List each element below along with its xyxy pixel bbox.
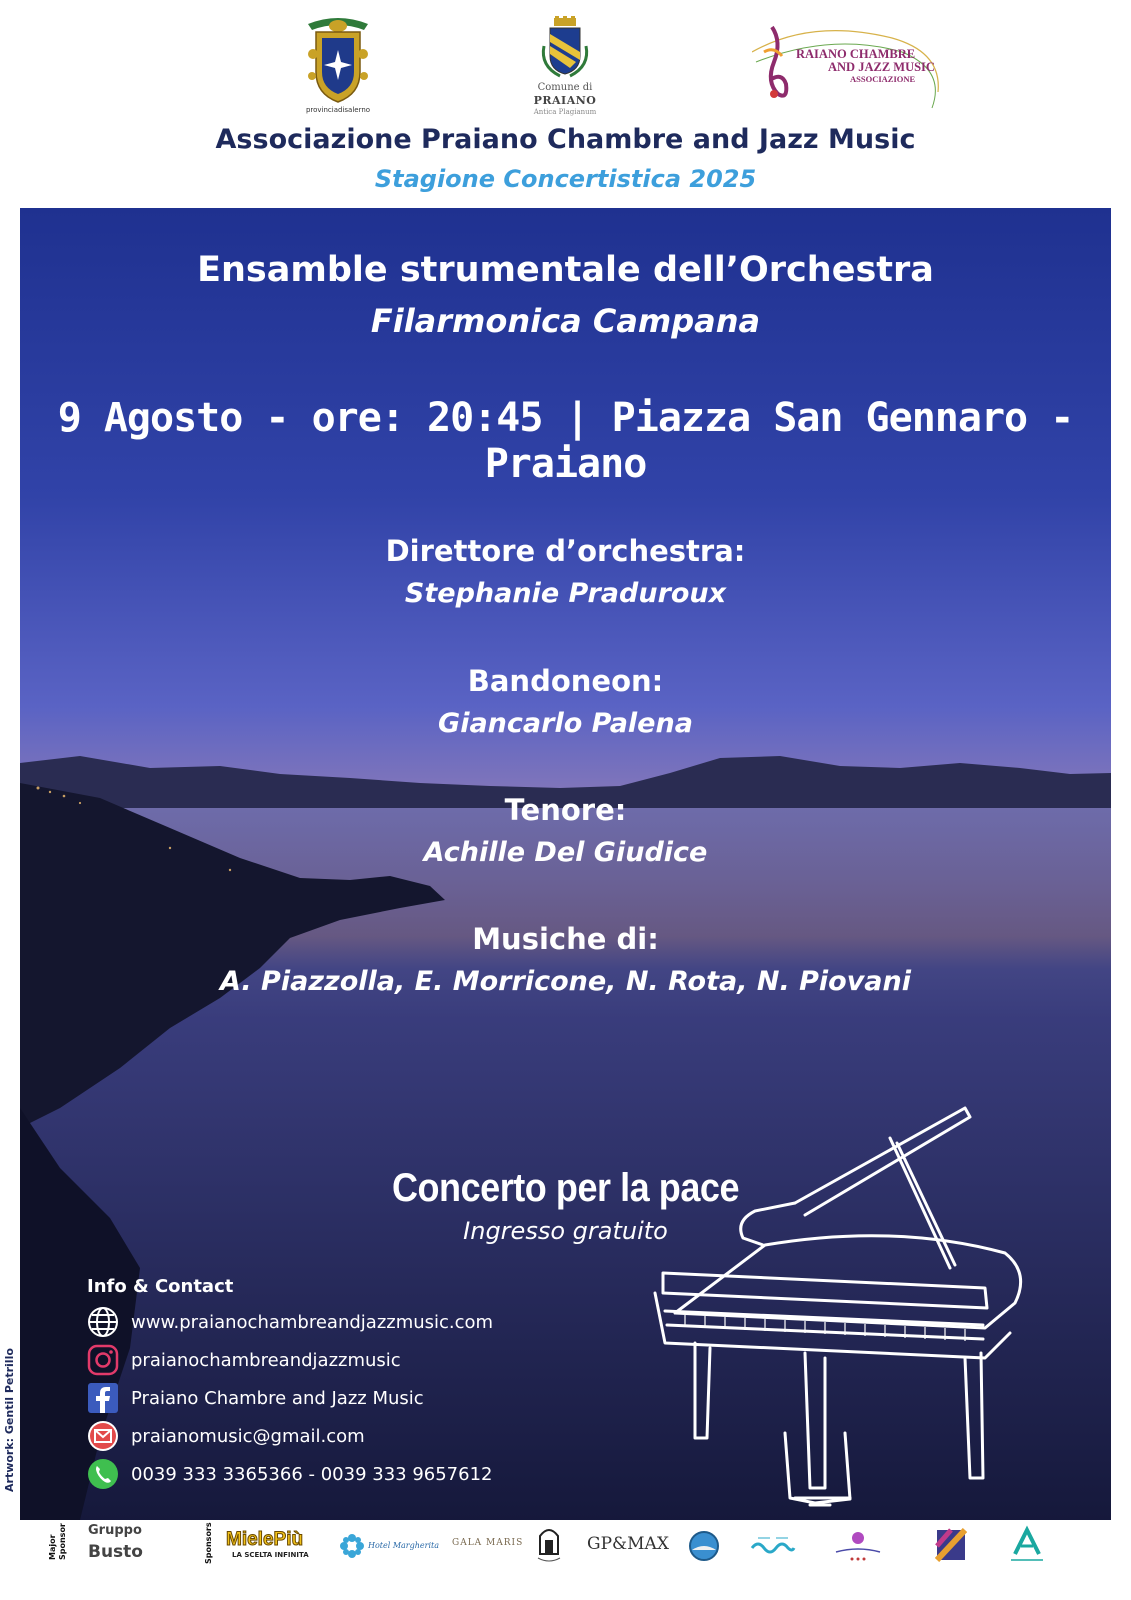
orchestra-name: Filarmonica Campana (370, 302, 761, 340)
hotel-flower-icon (830, 1528, 886, 1564)
contact-title: Info & Contact (87, 1276, 234, 1297)
bandoneon-name: Giancarlo Palena (438, 708, 693, 739)
comune-label: Comune di (537, 82, 593, 93)
organization-title: Associazione Praiano Chambre and Jazz Music (215, 124, 916, 155)
instagram-handle[interactable]: praianochambreandjazzmusic (131, 1349, 401, 1371)
sponsor-hotel-logo (830, 1524, 890, 1566)
contact-website[interactable] (86, 1305, 493, 1339)
major-sponsor-label-1: Major (48, 1534, 57, 1560)
email-address[interactable]: praianomusic@gmail.com (131, 1425, 365, 1447)
mielepiu-tagline: LA SCELTA INFINITA (232, 1551, 309, 1559)
major-sponsor-line2: Busto (88, 1542, 143, 1562)
sponsor-galamaris-logo (452, 1524, 524, 1566)
margherita-name: Hotel Margherita (368, 1541, 440, 1550)
major-sponsor-label-2: Sponsor (58, 1523, 67, 1560)
province-caption: provinciadisalerno (305, 106, 371, 114)
admission-note: Ingresso gratuito (463, 1217, 668, 1245)
sponsor-ristorante-logo (534, 1524, 568, 1566)
composers-names: A. Piazzolla, E. Morricone, N. Rota, N. Piovani (219, 966, 911, 997)
website-link[interactable]: www.praianochambreandjazzmusic.com (131, 1311, 494, 1333)
gpmax-name: GP&MAX (587, 1534, 669, 1554)
poster-panel (20, 208, 1111, 1520)
sponsor-albamare-logo (1005, 1524, 1049, 1566)
contact-phone[interactable] (86, 1457, 493, 1491)
round-emblem-icon (688, 1530, 720, 1562)
contact-facebook[interactable] (86, 1381, 424, 1415)
phone-icon (86, 1457, 120, 1491)
bandoneon-role: Bandoneon: (467, 664, 664, 698)
sponsor-gpmax-logo (587, 1524, 669, 1566)
composers-role: Musiche di: (472, 922, 659, 956)
facebook-icon (86, 1381, 120, 1415)
association-logo (752, 22, 962, 118)
major-sponsor-line1: Gruppo (88, 1523, 142, 1538)
mielepiu-name: MielePiù (226, 1529, 304, 1550)
ensemble-title: Ensamble strumentale dell’Orchestra (197, 250, 934, 290)
sponsor-round-logo (688, 1524, 720, 1566)
flower-icon (338, 1532, 366, 1560)
email-icon (86, 1419, 120, 1453)
sponsor-margherita-logo (338, 1524, 440, 1566)
sponsor-footer (0, 1520, 1131, 1600)
comune-name: PRAIANO (533, 94, 597, 107)
contact-email[interactable] (86, 1419, 365, 1453)
sponsor-lavela-logo (750, 1524, 800, 1566)
season-title: Stagione Concertistica 2025 (374, 165, 757, 193)
concert-title: Concerto per la pace (391, 1166, 740, 1210)
contact-instagram[interactable] (86, 1343, 401, 1377)
phone-numbers[interactable]: 0039 333 3365366 - 0039 333 9657612 (131, 1463, 493, 1485)
conductor-role: Direttore d’orchestra: (385, 534, 746, 568)
albamare-a-icon (1005, 1524, 1049, 1564)
sponsor-mielepiu-logo (226, 1524, 316, 1566)
header-logos (0, 0, 1131, 125)
facebook-page[interactable]: Praiano Chambre and Jazz Music (131, 1387, 424, 1409)
arch-logo-icon (534, 1524, 564, 1564)
instagram-icon (86, 1343, 120, 1377)
sponsors-label: Sponsors (204, 1522, 213, 1564)
provincia-salerno-logo (300, 14, 376, 114)
galamaris-name: GALA MARIS (452, 1538, 524, 1548)
colorful-square-icon (935, 1528, 967, 1562)
conductor-name: Stephanie Praduroux (404, 578, 727, 609)
grand-piano-illustration (635, 1103, 1025, 1518)
tenor-name: Achille Del Giudice (423, 837, 708, 868)
date-venue: 9 Agosto - ore: 20:45 | Piazza San Gennaro - Praiano (57, 395, 1074, 487)
assoc-logo-line2: AND JAZZ MUSIC (828, 60, 935, 74)
assoc-logo-line1: RAIANO CHAMBRE (796, 47, 916, 61)
artwork-credit: Artwork: Gentil Petrillo (3, 1348, 16, 1492)
sponsor-art-logo (935, 1524, 967, 1566)
comune-motto: Antica Plagianum (533, 108, 597, 116)
waves-logo-icon (750, 1530, 796, 1562)
comune-praiano-logo (530, 16, 600, 118)
globe-icon (86, 1305, 120, 1339)
tenor-role: Tenore: (504, 793, 627, 827)
assoc-logo-line3: ASSOCIAZIONE (850, 74, 916, 84)
